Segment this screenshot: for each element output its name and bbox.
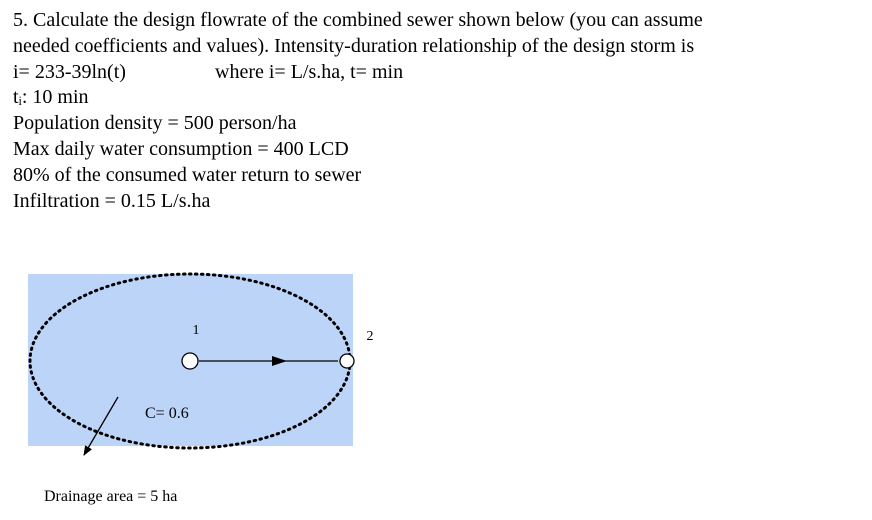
infiltration-rate: Infiltration = 0.15 L/s.ha [13, 189, 211, 212]
manhole-1-label: 1 [192, 323, 200, 338]
problem-line-1: 5. Calculate the design flowrate of the combined sewer shown below (you can assume [13, 9, 703, 31]
return-ratio: 80% of the consumed water return to sewer [13, 163, 362, 186]
water-consumption: Max daily water consumption = 400 LCD [13, 137, 349, 160]
drainage-area-label: Drainage area = 5 ha [44, 488, 178, 505]
inlet-time: tᵢ: 10 min [13, 86, 89, 109]
runoff-coefficient: C= 0.6 [145, 405, 189, 422]
manhole-2 [340, 354, 354, 368]
problem-line-2: needed coefficients and values). Intensity-duration relationship of the design storm is [13, 34, 695, 57]
manhole-1 [182, 353, 198, 369]
intensity-formula: i= 233-39ln(t) [13, 60, 126, 83]
population-density: Population density = 500 person/ha [13, 112, 297, 135]
manhole-2-label: 2 [366, 329, 374, 344]
formula-units: where i= L/s.ha, t= min [215, 60, 404, 83]
